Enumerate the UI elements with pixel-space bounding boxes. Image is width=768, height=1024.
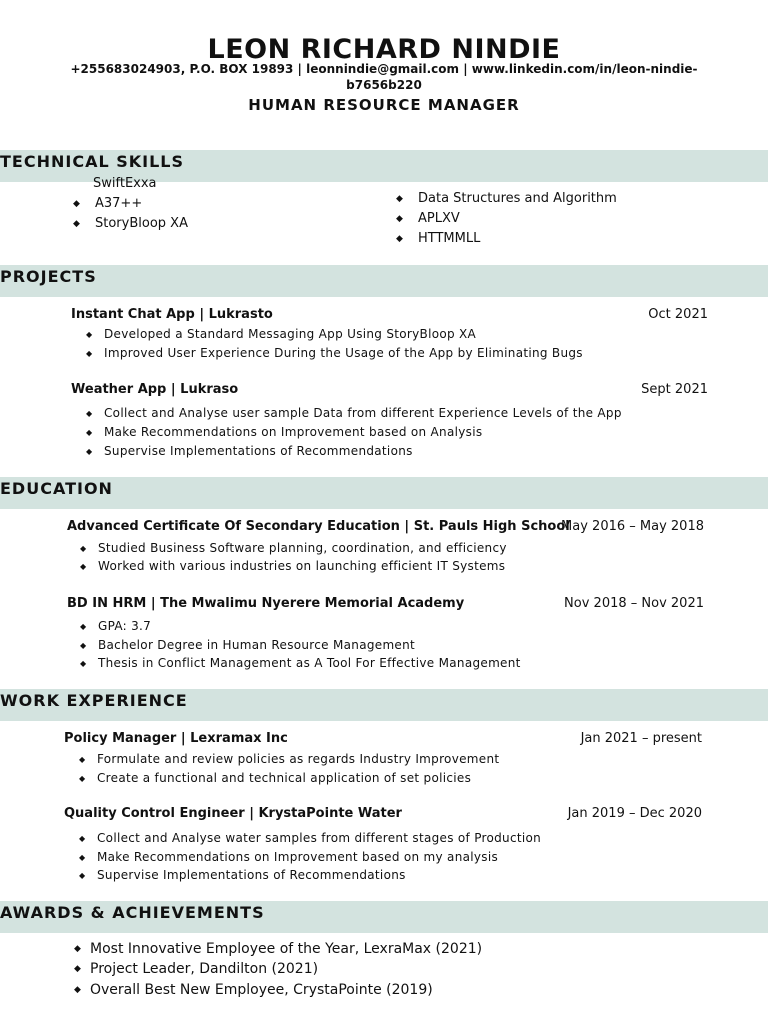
entry-point: ◆ Create a functional and technical application of set policies: [79, 769, 471, 788]
section-header-awards: [0, 901, 768, 933]
entry-point: ◆ Supervise Implementations of Recommendations: [86, 442, 413, 461]
entry-title: Advanced Certificate Of Secondary Education | St. Pauls High School: [67, 519, 570, 534]
skill-item: ◆ StoryBloop XA: [73, 214, 188, 234]
contact-line-2: b7656b220: [346, 78, 422, 92]
section-title: EDUCATION: [0, 479, 113, 498]
bullet-icon: ◆: [396, 194, 403, 204]
job-title: HUMAN RESOURCE MANAGER: [248, 96, 520, 114]
skill-item: ◆ HTTMMLL: [396, 229, 480, 249]
entry-date: Oct 2021: [648, 307, 708, 322]
bullet-icon: ◆: [86, 428, 93, 437]
entry-date: Sept 2021: [641, 382, 708, 397]
bullet-icon: ◆: [80, 544, 87, 553]
section-header-education: [0, 477, 768, 509]
entry-point: ◆ Developed a Standard Messaging App Using StoryBloop XA: [86, 325, 476, 344]
bullet-icon: ◆: [79, 774, 86, 783]
bullet-icon: ◆: [86, 330, 93, 339]
bullet-icon: ◆: [86, 409, 93, 418]
award-item: ◆ Overall Best New Employee, CrystaPointe (2019): [74, 982, 433, 998]
contact-info: [40, 61, 728, 93]
contact-line-1: +255683024903, P.O. BOX 19893 | leonnindie@gmail.com | www.linkedin.com/in/leon-nindie-: [70, 62, 698, 76]
entry-point: ◆ Make Recommendations on Improvement based on Analysis: [86, 423, 482, 442]
bullet-icon: ◆: [80, 622, 87, 631]
skill-item: ◆ APLXV: [396, 209, 460, 229]
entry-point: ◆ Supervise Implementations of Recommendations: [79, 866, 406, 885]
entry-title: BD IN HRM | The Mwalimu Nyerere Memorial Academy: [67, 596, 465, 611]
bullet-icon: ◆: [80, 562, 87, 571]
entry-date: May 2016 – May 2018: [561, 519, 704, 534]
section-title: PROJECTS: [0, 267, 97, 286]
entry-point: ◆ Collect and Analyse water samples from different stages of Production: [79, 829, 541, 848]
entry-point: ◆ Make Recommendations on Improvement based on my analysis: [79, 848, 498, 867]
entry-title: Quality Control Engineer | KrystaPointe Water: [64, 806, 402, 821]
bullet-icon: ◆: [73, 199, 80, 209]
entry-point: ◆ Worked with various industries on launching efficient IT Systems: [80, 557, 505, 576]
entry-date: Jan 2021 – present: [580, 731, 702, 746]
entry-point: ◆ Improved User Experience During the Usage of the App by Eliminating Bugs: [86, 344, 583, 363]
bullet-icon: ◆: [79, 871, 86, 880]
bullet-icon: ◆: [86, 349, 93, 358]
entry-point: ◆ Thesis in Conflict Management as A Tool For Effective Management: [80, 654, 521, 673]
skill-item: ◆ A37++: [73, 194, 142, 214]
entry-date: Nov 2018 – Nov 2021: [564, 596, 704, 611]
bullet-icon: ◆: [396, 234, 403, 244]
section-title: AWARDS & ACHIEVEMENTS: [0, 903, 265, 922]
bullet-icon: ◆: [86, 447, 93, 456]
candidate-name: LEON RICHARD NINDIE: [207, 34, 561, 65]
entry-title: Instant Chat App | Lukrasto: [71, 307, 273, 322]
entry-date: Jan 2019 – Dec 2020: [567, 806, 702, 821]
bullet-icon: ◆: [79, 755, 86, 764]
entry-point: ◆ Studied Business Software planning, coordination, and efficiency: [80, 539, 507, 558]
bullet-icon: ◆: [80, 641, 87, 650]
skill-item: ◆ Data Structures and Algorithm: [396, 189, 617, 209]
award-item: ◆ Most Innovative Employee of the Year, LexraMax (2021): [74, 941, 483, 957]
bullet-icon: ◆: [396, 214, 403, 224]
section-title: TECHNICAL SKILLS: [0, 152, 184, 171]
skill-item: SwiftExxa: [93, 176, 157, 191]
entry-point: ◆ Formulate and review policies as regards Industry Improvement: [79, 750, 499, 769]
entry-point: ◆ Collect and Analyse user sample Data from different Experience Levels of the App: [86, 404, 622, 423]
bullet-icon: ◆: [80, 659, 87, 668]
bullet-icon: ◆: [79, 834, 86, 843]
section-header-work: [0, 689, 768, 721]
bullet-icon: ◆: [79, 853, 86, 862]
entry-point: ◆ Bachelor Degree in Human Resource Management: [80, 636, 415, 655]
entry-title: Policy Manager | Lexramax Inc: [64, 731, 288, 746]
bullet-icon: ◆: [74, 944, 81, 954]
bullet-icon: ◆: [74, 985, 81, 995]
entry-point: ◆ GPA: 3.7: [80, 617, 151, 636]
bullet-icon: ◆: [74, 964, 81, 974]
award-item: ◆ Project Leader, Dandilton (2021): [74, 961, 319, 977]
entry-title: Weather App | Lukraso: [71, 382, 239, 397]
section-title: WORK EXPERIENCE: [0, 691, 188, 710]
bullet-icon: ◆: [73, 219, 80, 229]
section-header-projects: [0, 265, 768, 297]
